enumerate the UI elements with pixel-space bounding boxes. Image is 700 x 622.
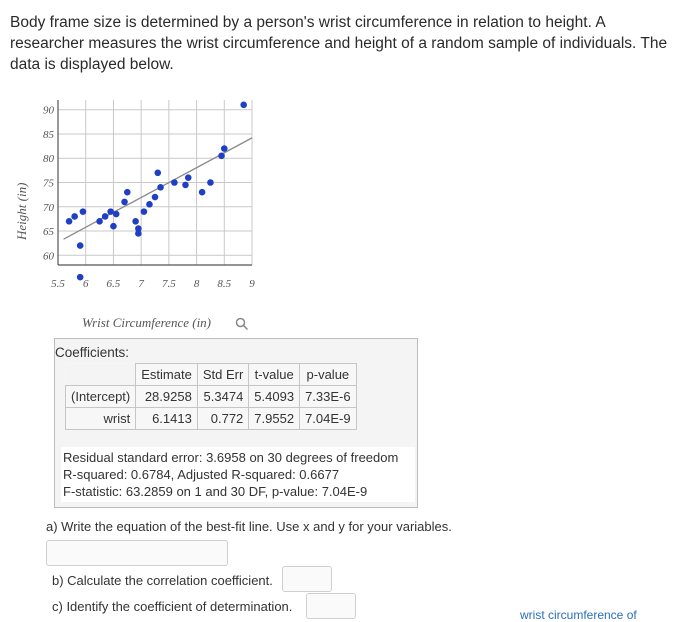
data-point xyxy=(154,169,161,176)
search-icon[interactable] xyxy=(235,317,249,331)
data-point xyxy=(240,102,247,109)
x-tick-label: 6 xyxy=(82,278,89,290)
table-row xyxy=(66,408,357,430)
data-point xyxy=(77,242,84,249)
table-row xyxy=(66,386,357,408)
y-tick-label: 65 xyxy=(43,226,54,239)
data-point xyxy=(113,211,120,218)
x-tick-label: 5.5 xyxy=(51,278,65,290)
x-tick-label: 7.5 xyxy=(161,278,176,290)
data-point xyxy=(96,218,103,225)
data-point xyxy=(135,230,142,237)
table-cell: 6.1413 xyxy=(136,408,198,430)
data-point xyxy=(77,274,84,281)
data-point xyxy=(157,184,164,191)
question-c: c) Identify the coefficient of determination. xyxy=(52,599,293,614)
table-header-cell: t-value xyxy=(249,364,300,386)
y-tick-label: 80 xyxy=(43,153,54,166)
y-axis-label: Height (in) xyxy=(14,182,29,240)
data-point xyxy=(152,194,159,201)
data-point xyxy=(80,208,87,215)
data-point xyxy=(141,208,148,215)
data-point xyxy=(146,201,153,208)
table-header-cell: p-value xyxy=(300,364,357,386)
data-point xyxy=(66,218,73,225)
scatter-plot-svg xyxy=(20,90,280,310)
coefficients-title: Coefficients: xyxy=(55,345,130,360)
table-cell: 0.772 xyxy=(197,408,248,430)
data-point xyxy=(207,179,214,186)
table-cell: wrist xyxy=(66,408,136,430)
residual-summary xyxy=(61,447,415,502)
data-point xyxy=(171,179,178,186)
table-cell: 7.04E-9 xyxy=(300,408,357,430)
table-cell: 28.9258 xyxy=(136,386,198,408)
problem-intro: Body frame size is determined by a person's wrist circumference in relation to height. A researcher measures the wrist circumference and height of a random sample of individuals. The data is displayed below. xyxy=(10,14,668,73)
data-point xyxy=(110,223,117,230)
x-tick-label: 6.5 xyxy=(106,278,121,290)
residual-line: Residual standard error: 3.6958 on 30 degrees of freedom xyxy=(63,450,399,465)
coefficients-table xyxy=(65,363,357,430)
equation-answer-input[interactable] xyxy=(46,540,228,566)
table-cell: (Intercept) xyxy=(66,386,136,408)
data-point xyxy=(185,174,192,181)
data-point xyxy=(221,145,228,152)
y-tick-label: 75 xyxy=(43,177,54,190)
question-a: a) Write the equation of the best-fit line. Use x and y for your variables. xyxy=(46,519,452,534)
data-point xyxy=(121,199,128,206)
y-tick-label: 70 xyxy=(43,201,54,214)
data-point xyxy=(71,213,78,220)
x-tick-label: 9 xyxy=(249,278,255,290)
y-tick-label: 90 xyxy=(43,104,54,117)
x-tick-label: 8 xyxy=(193,278,200,290)
correlation-answer-input[interactable] xyxy=(282,566,332,592)
cutoff-text: wrist circumference of xyxy=(520,608,637,622)
data-point xyxy=(218,153,225,160)
data-point xyxy=(182,182,189,189)
table-header-cell: Std Err xyxy=(197,364,248,386)
table-cell: 5.4093 xyxy=(249,386,300,408)
y-tick-label: 60 xyxy=(43,250,54,263)
x-tick-label: 7 xyxy=(138,278,144,290)
x-axis-label: Wrist Circumference (in) xyxy=(82,315,212,330)
data-point xyxy=(199,189,206,196)
question-b: b) Calculate the correlation coefficient. xyxy=(52,573,273,588)
table-header-row xyxy=(66,364,357,386)
data-point xyxy=(124,189,131,196)
x-tick-label: 8.5 xyxy=(217,278,232,290)
table-header-cell: Estimate xyxy=(136,364,198,386)
table-cell: 7.33E-6 xyxy=(300,386,357,408)
table-cell: 7.9552 xyxy=(249,408,300,430)
coefficients-panel xyxy=(54,338,418,508)
determination-answer-input[interactable] xyxy=(306,593,356,619)
table-header-cell xyxy=(66,364,136,386)
table-cell: 5.3474 xyxy=(197,386,248,408)
data-point xyxy=(102,213,109,220)
y-tick-label: 85 xyxy=(43,128,54,141)
scatter-plot xyxy=(14,90,280,340)
f-statistic-line: F-statistic: 63.2859 on 1 and 30 DF, p-value: 7.04E-9 xyxy=(63,484,368,499)
data-point xyxy=(132,218,139,225)
r-squared-line: R-squared: 0.6784, Adjusted R-squared: 0.6677 xyxy=(63,467,340,482)
